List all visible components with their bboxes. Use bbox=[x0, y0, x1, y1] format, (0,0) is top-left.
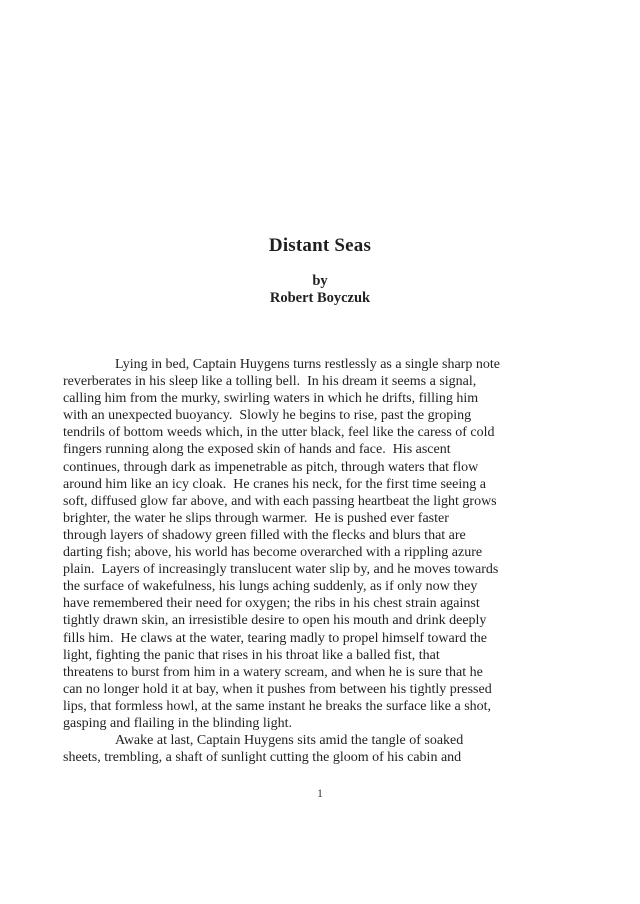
text-line: soft, diffused glow far above, and with each passing heartbeat the light grows bbox=[63, 493, 497, 509]
author-name: Robert Boyczuk bbox=[269, 290, 371, 306]
text-line: with an unexpected buoyancy. Slowly he begins to rise, past the groping bbox=[63, 408, 472, 424]
byline-block bbox=[0, 273, 640, 307]
page-number: 1 bbox=[317, 786, 323, 800]
text-line: Lying in bed, Captain Huygens turns restlessly as a single sharp note bbox=[115, 357, 500, 372]
text-line: tendrils of bottom weeds which, in the utter black, feel like the caress of cold bbox=[63, 425, 495, 441]
text-line: can no longer hold it at bay, when it pushes from between his tightly pressed bbox=[63, 681, 492, 697]
body-text bbox=[63, 356, 603, 766]
text-line: gasping and flailing in the blinding light. bbox=[63, 715, 293, 731]
text-line: plain. Layers of increasingly translucent water slip by, and he moves towards bbox=[63, 562, 499, 578]
text-line: calling him from the murky, swirling waters in which he drifts, filling him bbox=[63, 391, 479, 407]
text-line: brighter, the water he slips through warmer. He is pushed ever faster bbox=[63, 510, 449, 526]
document-header bbox=[0, 234, 640, 307]
text-line: fingers running along the exposed skin of hands and face. His ascent bbox=[63, 442, 451, 458]
text-line: fills him. He claws at the water, tearing madly to propel himself toward the bbox=[63, 630, 487, 646]
byline: by bbox=[312, 273, 328, 289]
text-line: the surface of wakefulness, his lungs aching suddenly, as if only now they bbox=[63, 579, 478, 595]
text-line: around him like an icy cloak. He cranes his neck, for the first time seeing a bbox=[63, 476, 486, 492]
text-line: darting fish; above, his world has become overarched with a rippling azure bbox=[63, 545, 483, 561]
text-line: light, fighting the panic that rises in his throat like a balled fist, that bbox=[63, 647, 440, 663]
text-line: sheets, trembling, a shaft of sunlight cutting the gloom of his cabin and bbox=[63, 750, 462, 766]
text-line: Awake at last, Captain Huygens sits amid the tangle of soaked bbox=[115, 733, 464, 749]
text-line: lips, that formless howl, at the same instant he breaks the surface like a shot, bbox=[63, 698, 492, 714]
text-line: threatens to burst from him in a watery scream, and when he is sure that he bbox=[63, 664, 483, 680]
page-title: Distant Seas bbox=[268, 235, 372, 256]
text-line: through layers of shadowy green filled with the flecks and blurs that are bbox=[63, 527, 466, 543]
text-line: have remembered their need for oxygen; the ribs in his chest strain against bbox=[63, 596, 480, 612]
text-line: reverberates in his sleep like a tolling bell. In his dream it seems a signal, bbox=[63, 374, 477, 390]
text-line: continues, through dark as impenetrable as pitch, through waters that flow bbox=[63, 459, 479, 475]
text-line: tightly drawn skin, an irresistible desire to open his mouth and drink deeply bbox=[63, 613, 487, 629]
